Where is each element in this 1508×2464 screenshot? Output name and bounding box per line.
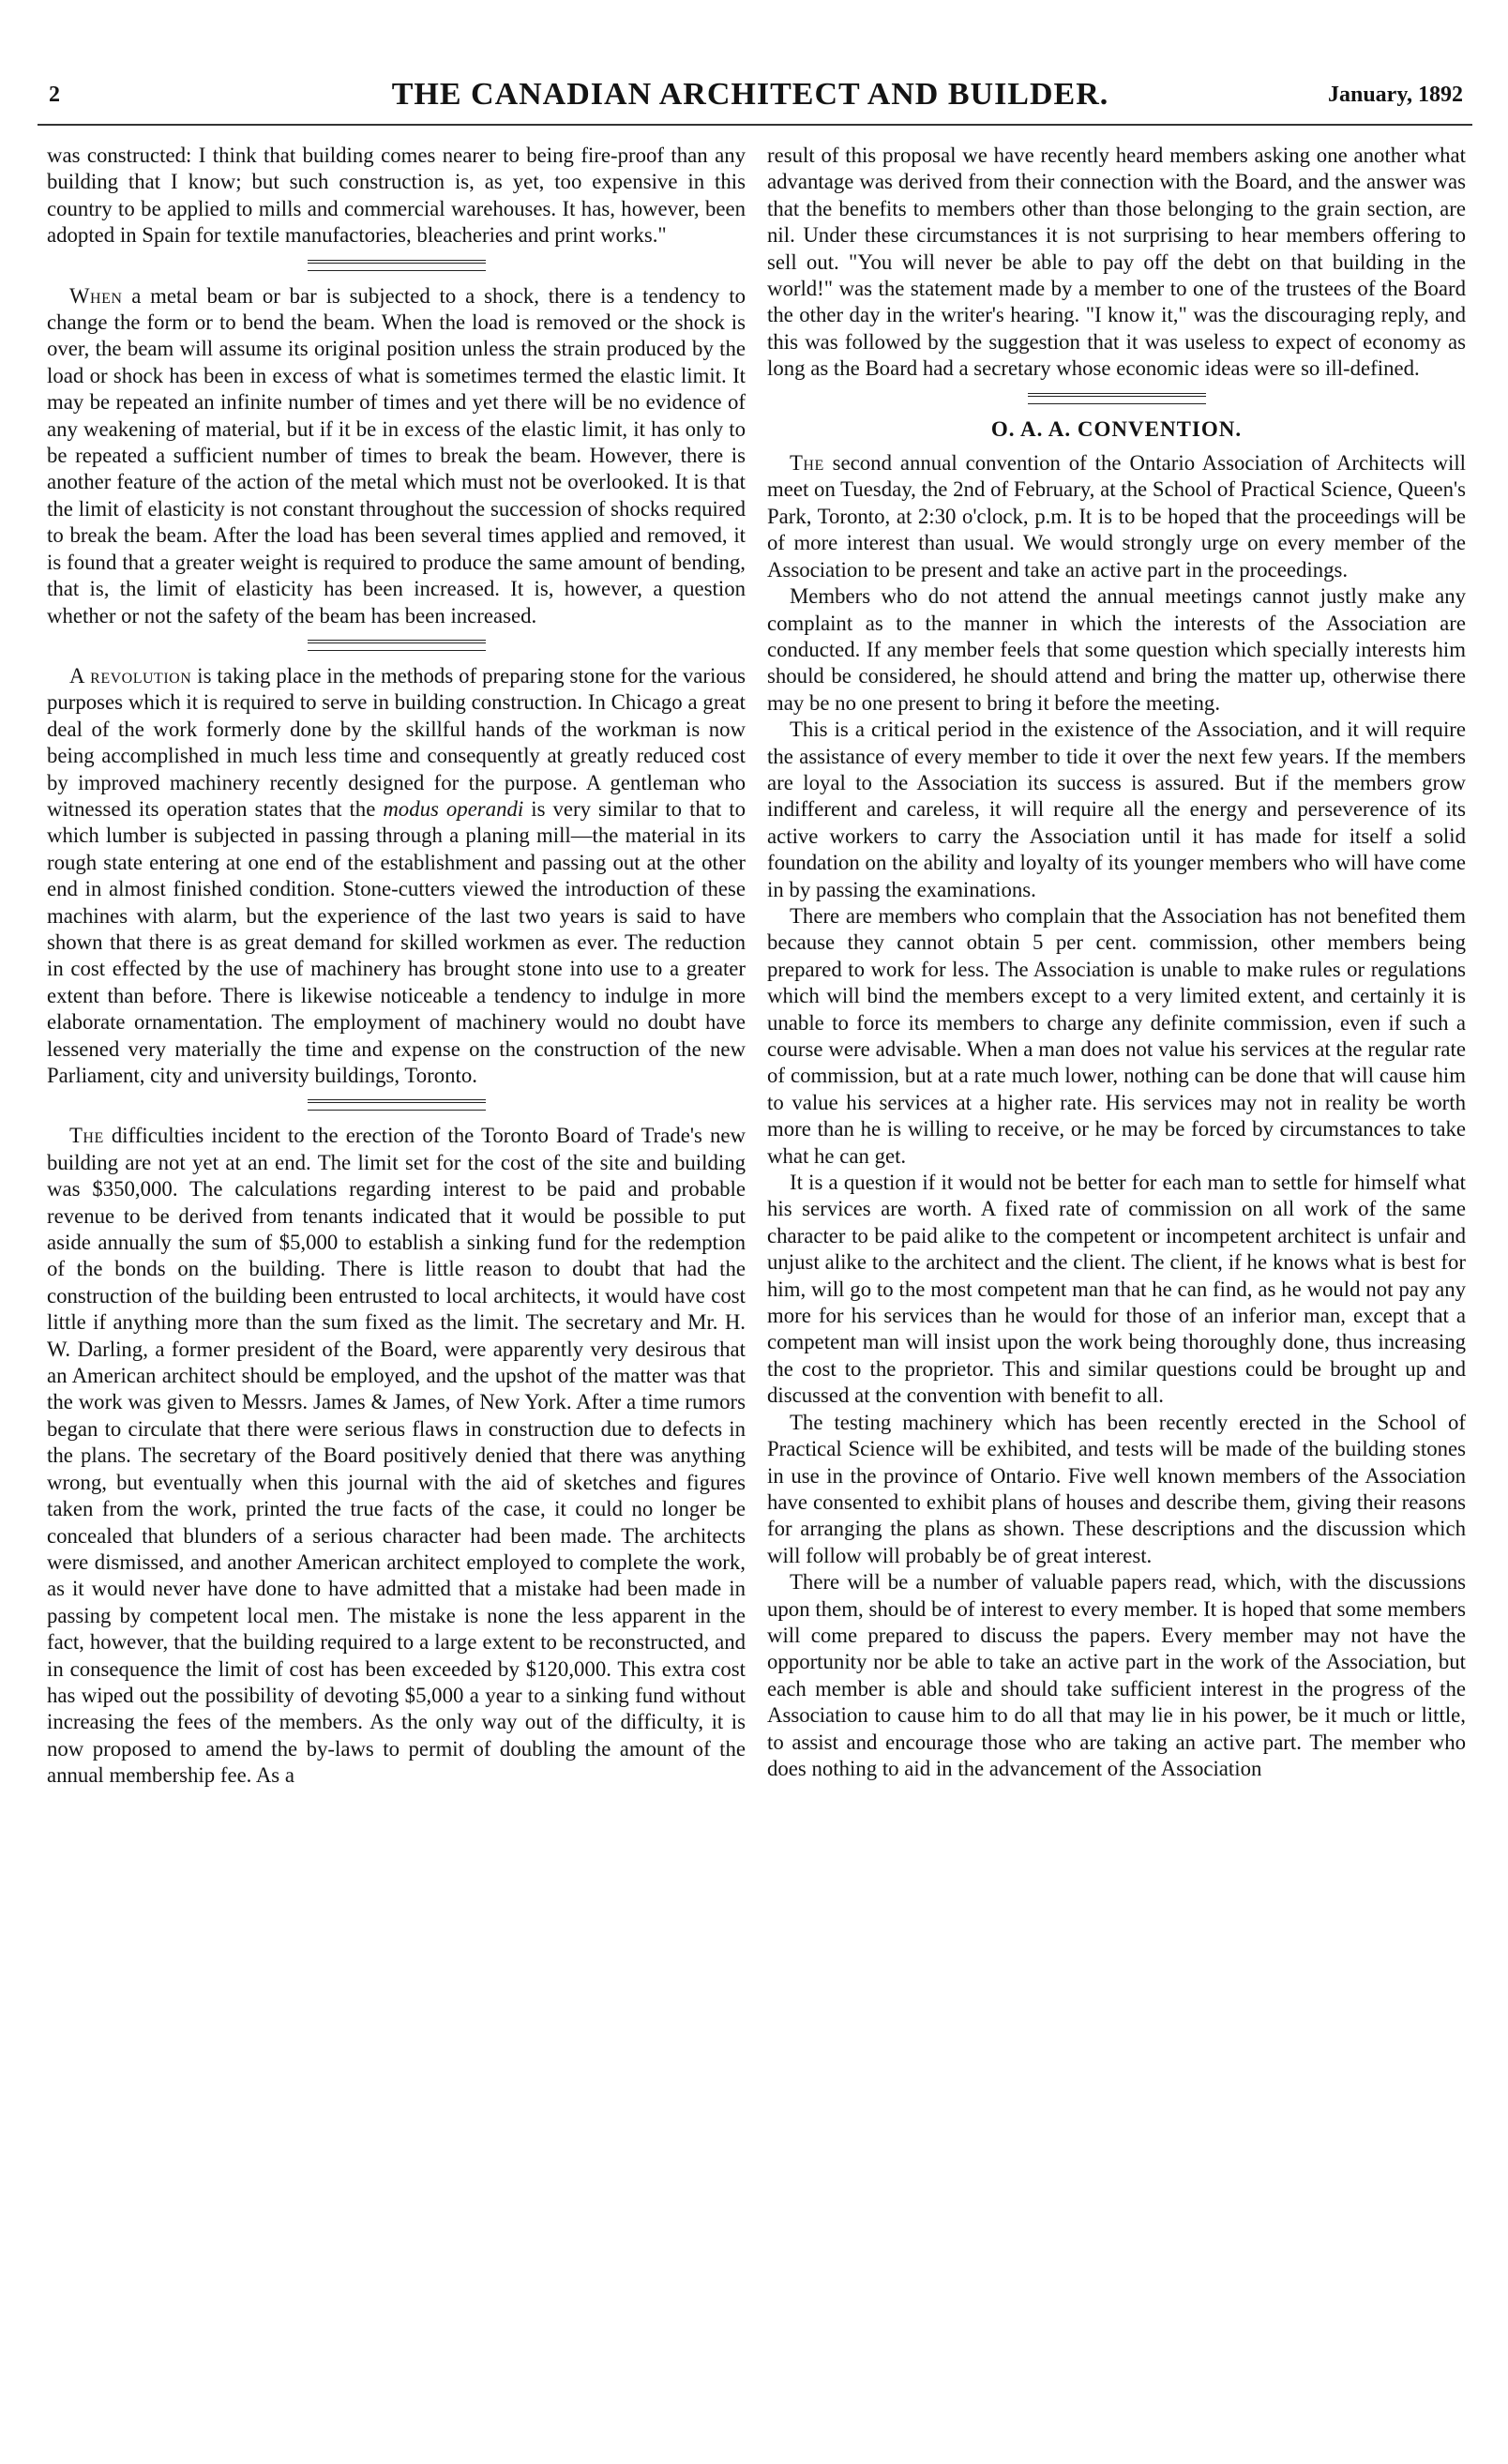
section-heading: O. A. A. CONVENTION. (990, 416, 1243, 441)
section-divider (308, 1099, 486, 1111)
article-fireproof-tail: was constructed: I think that building comes nearer to being fire-proof than any building that I know; but such construction is, as yet, too expensive in this country to be applied to mills and commercial warehouses. It has, however, been adopted in Spain for textile manufactories, bleacheries and print works." (47, 144, 746, 248)
page-number: 2 (49, 83, 60, 107)
convention-paragraph: There will be a number of valuable papers read, which, with the discussions upon them, should be of interest to every member. It is hoped that some members will come prepared to discuss the papers. Every member may not have the opportunity nor be able to take an active part in the work of the Association, but each member is able and should take sufficient interest in the progress of the Association to cause him to do all that may lie in his power, be it much or little, to assist and encourage those who are taking an active part. The member who does nothing to aid in the advancement of the Association (767, 1570, 1466, 1780)
paragraph-text: second annual convention of the Ontario Association of Architects will meet on Tuesday, the 2nd of February, at the School of Practical Science, Queen's Park, Toronto, at 2:30 o'clock, p.m. It is to be hoped that the proceedings will be of more interest than usual. We would strongly urge on every member of the Association to be present and take an active part in the proceedings. (767, 451, 1466, 582)
paragraph-text: is taking place in the methods of preparing stone for the various purposes which it is required to serve in building construction. In Chicago a great deal of the work formerly done by the skillful hands of the workman is now being accomplished in much less time and consequently at greatly reduced cost by improved machinery recently designed for the purpose. A gentleman who witnessed its operation states that the (47, 663, 746, 821)
paragraph-text: is very similar to that to which lumber is subjected in passing through a planing mill—the material in its rough state entering at one end of the establishment and passing out at the other end in almost finished condition. Stone-cutters viewed the introduction of these machines with alarm, but the experience of the last two years is said to have shown that there is as great demand for skilled workmen as ever. The reduction in cost effected by the use of machinery has brought stone into use to a greater extent than before. There is likewise noticeable a tendency to indulge in more elaborate ornamentation. The employment of machinery would no doubt have lessened very materially the time and expense on the construction of the new Parliament, city and university buildings, Toronto. (47, 796, 746, 1087)
convention-paragraph (767, 450, 1466, 583)
article-metal-beam (47, 283, 746, 629)
page-header (38, 77, 1463, 118)
article-board-of-trade-continued: result of this proposal we have recently heard members asking one another what advantage was derived from their connection with the Board, and the answer was that the benefits to members other than those belonging to the grain section, are nil. Under these circumstances it is not surprising to hear members offering to sell out. "You will never be able to pay off the debt on that building in the world!" was the statement made by a member to one of the trustees of the Board the other day in the writer's hearing. "I know it," was the discouraging reply, and this was followed by the suggestion that it was useless to expect of economy as long as the Board had a secretary whose economic ideas were so ill-defined. (767, 144, 1466, 381)
paragraph-text: a metal beam or bar is subjected to a shock, there is a tendency to change the form or to bend the beam. When the load is removed or the shock is over, the beam will assume its original position unless the strain produced by the load or shock has been in excess of what is sometimes termed the elastic limit. It may be repeated an infinite number of times and yet there will be no evidence of any weakening of material, but if it be in excess of the elastic limit, it has only to be repeated a sufficient number of times to break the beam. However, there is another feature of the action of the metal which must not be overlooked. It is that the limit of elasticity is not constant throughout the succession of shocks required to break the beam. After the load has been several times applied and removed, it is found that a greater weight is required to produce the same amount of bending, that is, the limit of elasticity has been increased. It is, however, a question whether or not the safety of the beam has been increased. (47, 283, 746, 627)
convention-paragraph: Members who do not attend the annual meetings cannot justly make any complaint as to the manner in which the interests of the Association are conducted. If any member feels that some question which specially interests him should be considered, he should attend and bring the matter up, otherwise there may be no one present to bring it before the meeting. (767, 584, 1466, 715)
convention-paragraph: The testing machinery which has been recently erected in the School of Practical Science will be exhibited, and tests will be made of the building stones in use in the province of Ontario. Five well known members of the Association have consented to exhibit plans of houses and describe them, giving their reasons for arranging the plans as shown. These descriptions and the discussion which will follow will probably be of great interest. (767, 1410, 1466, 1567)
right-column (767, 143, 1466, 2441)
lead-words: When (69, 283, 123, 308)
article-board-of-trade (47, 1123, 746, 1789)
convention-paragraph: It is a question if it would not be better for each man to settle for himself what his services are worth. A fixed rate of commission on all work of the same character to be paid alike to the competent or incompetent architect is unfair and unjust alike to the architect and the client. The client, if he knows what is best for him, will go to the most competent man that he can find, as he would not pay any more for his services than he would for those of an inferior man, except that a competent man will insist upon the work being thoroughly done, thus increasing the cost to the proprietor. This and similar questions could be brought up and discussed at the convention with benefit to all. (767, 1171, 1466, 1408)
issue-date: January, 1892 (1327, 83, 1463, 107)
header-rule (38, 124, 1472, 126)
italic-phrase: modus operandi (383, 796, 524, 821)
left-column (47, 143, 746, 2441)
article-stone-revolution (47, 663, 746, 1090)
section-divider (308, 260, 486, 271)
masthead-title: THE CANADIAN ARCHITECT AND BUILDER. (391, 77, 1109, 112)
lead-words: The (69, 1124, 104, 1148)
section-divider (308, 640, 486, 651)
lead-words: A revolution (69, 663, 192, 688)
convention-paragraph: There are members who complain that the Association has not benefited them because they cannot obtain 5 per cent. commission, other members being prepared to work for less. The Association is unable to make rules or regulations which will bind the members except to a very limited extent, and certainly it is unable to force its members to charge any definite commission, even if such a course were advisable. When a man does not value his services at the regular rate of commission, but at a rate much lower, nothing can be done that will cause him to value his services at a higher rate. His services may not in reality be worth more than he is willing to receive, or he may be forced by circumstances to take what he can get. (767, 903, 1466, 1168)
convention-paragraph: This is a critical period in the existence of the Association, and it will require the assistance of every member to tide it over the next few years. If the members are loyal to the Association its success is assured. But if the members grow indifferent and careless, it will require all the energy and perseverence of its active workers to carry the Association until it has made for itself a solid foundation on the ability and loyalty of its younger members who will have come in by passing the examinations. (767, 718, 1466, 901)
paragraph-text: difficulties incident to the erection of the Toronto Board of Trade's new building are not yet at an end. The limit set for the cost of the site and building was $350,000. The calculations regarding interest to be paid and probable revenue to be derived from tenants indicated that it would be possible to put aside annually the sum of $5,000 to establish a sinking fund for the redemption of the bonds on the building. There is little reason to doubt that had the construction of the building been entrusted to local architects, it would have cost little if anything more than the sum fixed as the limit. The secretary and Mr. H. W. Darling, a former president of the Board, were apparently very desirous that an American architect should be employed, and the upshot of the matter was that the work was given to Messrs. James & James, of New York. After a time rumors began to circulate that there were serious flaws in construction due to defects in the plans. The secretary of the Board positively denied that there was anything wrong, but eventually when this journal with the aid of sketches and figures taken from the work, printed the true facts of the case, it could no longer be concealed that blunders of a serious character had been made. The architects were dismissed, and another American architect employed to complete the work, as it would never have done to have admitted that a mistake had been made in passing by competent local men. The mistake is none the less apparent in the fact, however, that the building required to a large extent to be reconstructed, and in consequence the limit of cost has been exceeded by $120,000. This extra cost has wiped out the possibility of devoting $5,000 a year to a sinking fund without increasing the fees of the members. As the only way out of the difficulty, it is now proposed to amend the by-laws to permit of doubling the amount of the annual membership fee. As a (47, 1124, 746, 1788)
section-divider (1028, 393, 1206, 404)
lead-words: The (790, 451, 824, 476)
